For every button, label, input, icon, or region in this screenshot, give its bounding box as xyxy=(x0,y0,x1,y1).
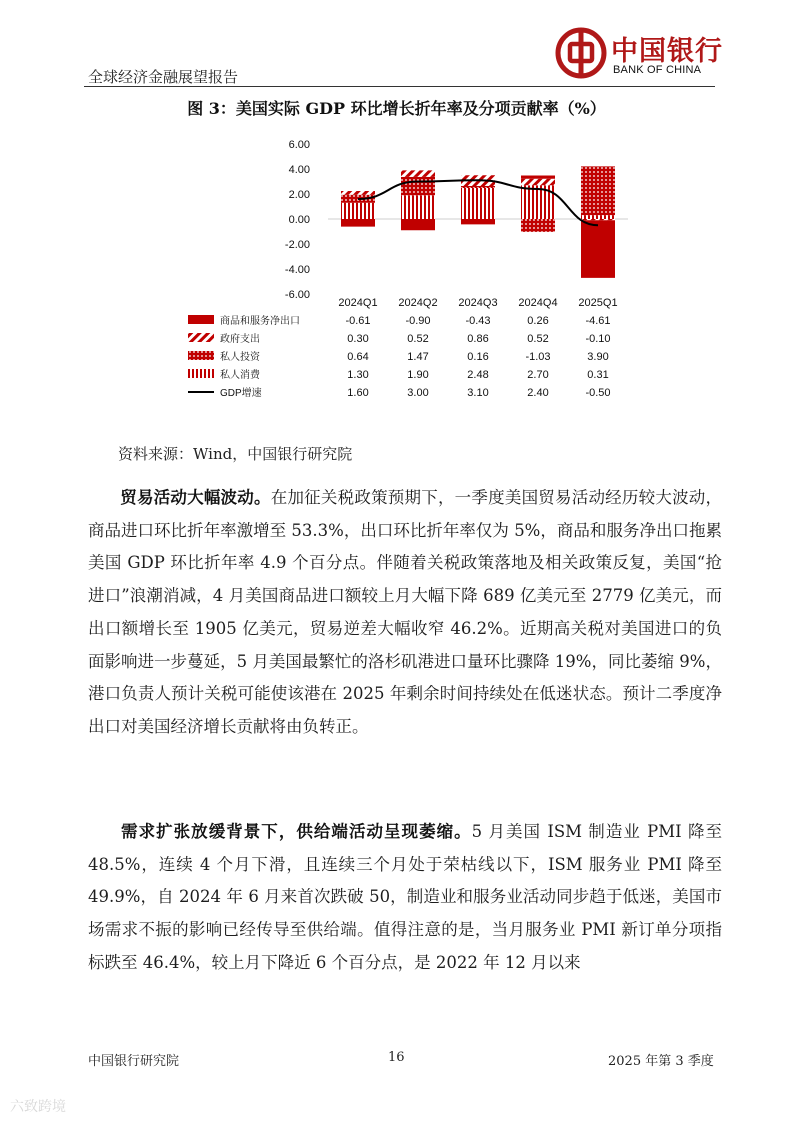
paragraph-lead: 需求扩张放缓背景下，供给端活动呈现萎缩。 xyxy=(120,822,472,841)
paragraph-lead: 贸易活动大幅波动。 xyxy=(120,488,271,507)
table-value: 0.52 xyxy=(407,333,429,345)
y-tick-label: 0.00 xyxy=(288,214,310,226)
watermark: 六致跨境 xyxy=(10,1098,66,1114)
figure-title: 图 3：美国实际 GDP 环比增长折年率及分项贡献率（%） xyxy=(187,99,606,118)
table-value: 0.30 xyxy=(347,333,369,345)
logo-chinese-name: 中国银行 xyxy=(611,36,723,67)
x-category-label: 2025Q1 xyxy=(578,297,618,309)
y-tick-label: -4.00 xyxy=(284,264,310,276)
header-divider xyxy=(84,86,715,87)
table-value: 2.70 xyxy=(527,369,549,381)
legend-swatch xyxy=(188,315,214,324)
table-value: 3.90 xyxy=(587,351,609,363)
bar-segment xyxy=(521,219,555,232)
table-value: -0.43 xyxy=(465,315,491,327)
legend-swatch xyxy=(188,333,214,342)
legend-label: GDP增速 xyxy=(220,388,262,399)
footer-period: 2025 年第 3 季度 xyxy=(608,1054,714,1069)
bar-segment xyxy=(401,170,435,177)
figure-source: 资料来源：Wind，中国银行研究院 xyxy=(118,445,353,463)
table-value: 2.40 xyxy=(527,387,549,399)
x-category-label: 2024Q4 xyxy=(518,297,558,309)
table-value: 2.48 xyxy=(467,369,489,381)
bank-emblem-icon xyxy=(555,27,607,79)
gdp-chart xyxy=(180,130,640,410)
bar-segment xyxy=(401,219,435,230)
table-value: -0.50 xyxy=(585,387,611,399)
bank-logo xyxy=(555,27,723,81)
table-value: 1.60 xyxy=(347,387,369,399)
bar-segment xyxy=(401,195,435,219)
y-tick-label: -2.00 xyxy=(284,239,310,251)
bar-segment xyxy=(341,191,375,195)
report-title: 全球经济金融展望报告 xyxy=(88,68,239,86)
table-value: 0.31 xyxy=(587,369,609,381)
y-tick-label: 6.00 xyxy=(288,139,310,151)
table-value: 0.52 xyxy=(527,333,549,345)
bar-segment xyxy=(521,176,555,179)
bar-segment xyxy=(581,219,615,220)
legend-label: 政府支出 xyxy=(220,334,260,345)
gdp-chart-svg xyxy=(180,130,640,410)
bar-segment xyxy=(461,219,495,224)
paragraph-trade xyxy=(88,482,722,744)
y-tick-label: 4.00 xyxy=(288,164,310,176)
table-value: 0.16 xyxy=(467,351,489,363)
paragraph-text: 5 月美国 ISM 制造业 PMI 降至 48.5%，连续 4 个月下滑，且连续三个月处于荣枯线以下，ISM 服务业 PMI 降至 49.9%，自 2024 年 6 月来首次跌破 50，制造业和服务业活动同步趋于低迷，美国市场需求不振的影响已经传导至供给端。值得注意的是，当月服务业 PMI 新订单分项指标跌至 46.4%，较上月下降近 6 个百分点，是 2022 年 12 月以来 xyxy=(88,822,723,972)
bar-segment xyxy=(521,179,555,186)
legend-label: 私人消费 xyxy=(220,370,260,381)
table-value: -4.61 xyxy=(585,315,611,327)
y-tick-label: 2.00 xyxy=(288,189,310,201)
table-value: -1.03 xyxy=(525,351,551,363)
table-value: -0.90 xyxy=(405,315,431,327)
bar-segment xyxy=(581,215,615,219)
bar-segment xyxy=(341,219,375,227)
legend-swatch xyxy=(188,351,214,360)
table-value: -0.61 xyxy=(345,315,371,327)
paragraph-text: 在加征关税政策预期下，一季度美国贸易活动经历较大波动，商品进口环比折年率激增至 53.3%，出口环比折年率仅为 5%，商品和服务净出口拖累美国 GDP 环比折年率 4.9 个百分点。伴随着关税政策落地及相关政策反复，美国“抢进口”浪潮消减，4 月美国商品进口额较上月大幅下降 689 亿美元至 2779 亿美元，而出口额增长至 1905 亿美元，贸易逆差大幅收窄 46.2%。近期高关税对美国进口的负面影响进一步蔓延，5 月美国最繁忙的洛杉矶港进口量环比骤降 19%，同比萎缩 9%，港口负责人预计关税可能使该港在 2025 年剩余时间持续处在低迷状态。预计二季度净出口对美国经济增长贡献将由负转正。 xyxy=(88,488,723,736)
table-value: 0.26 xyxy=(527,315,549,327)
table-value: 0.64 xyxy=(347,351,369,363)
table-value: 3.00 xyxy=(407,387,429,399)
bar-segment xyxy=(401,177,435,195)
legend-label: 商品和服务净出口 xyxy=(220,316,300,327)
logo-english-name: BANK OF CHINA xyxy=(613,64,702,76)
table-value: 1.30 xyxy=(347,369,369,381)
x-category-label: 2024Q3 xyxy=(458,297,498,309)
legend-label: 私人投资 xyxy=(220,352,260,363)
legend-swatch xyxy=(188,369,214,378)
y-tick-label: -6.00 xyxy=(284,289,310,301)
table-value: 3.10 xyxy=(467,387,489,399)
x-category-label: 2024Q2 xyxy=(398,297,438,309)
page-number: 16 xyxy=(388,1050,405,1065)
footer-org: 中国银行研究院 xyxy=(88,1054,180,1069)
bar-segment xyxy=(461,188,495,219)
bar-segment xyxy=(341,203,375,219)
paragraph-supply xyxy=(88,816,722,980)
table-value: -0.10 xyxy=(585,333,611,345)
x-category-label: 2024Q1 xyxy=(338,297,378,309)
table-value: 1.90 xyxy=(407,369,429,381)
table-value: 1.47 xyxy=(407,351,429,363)
bar-segment xyxy=(581,166,615,215)
bar-segment xyxy=(461,186,495,188)
bar-segment xyxy=(581,220,615,278)
table-value: 0.86 xyxy=(467,333,489,345)
